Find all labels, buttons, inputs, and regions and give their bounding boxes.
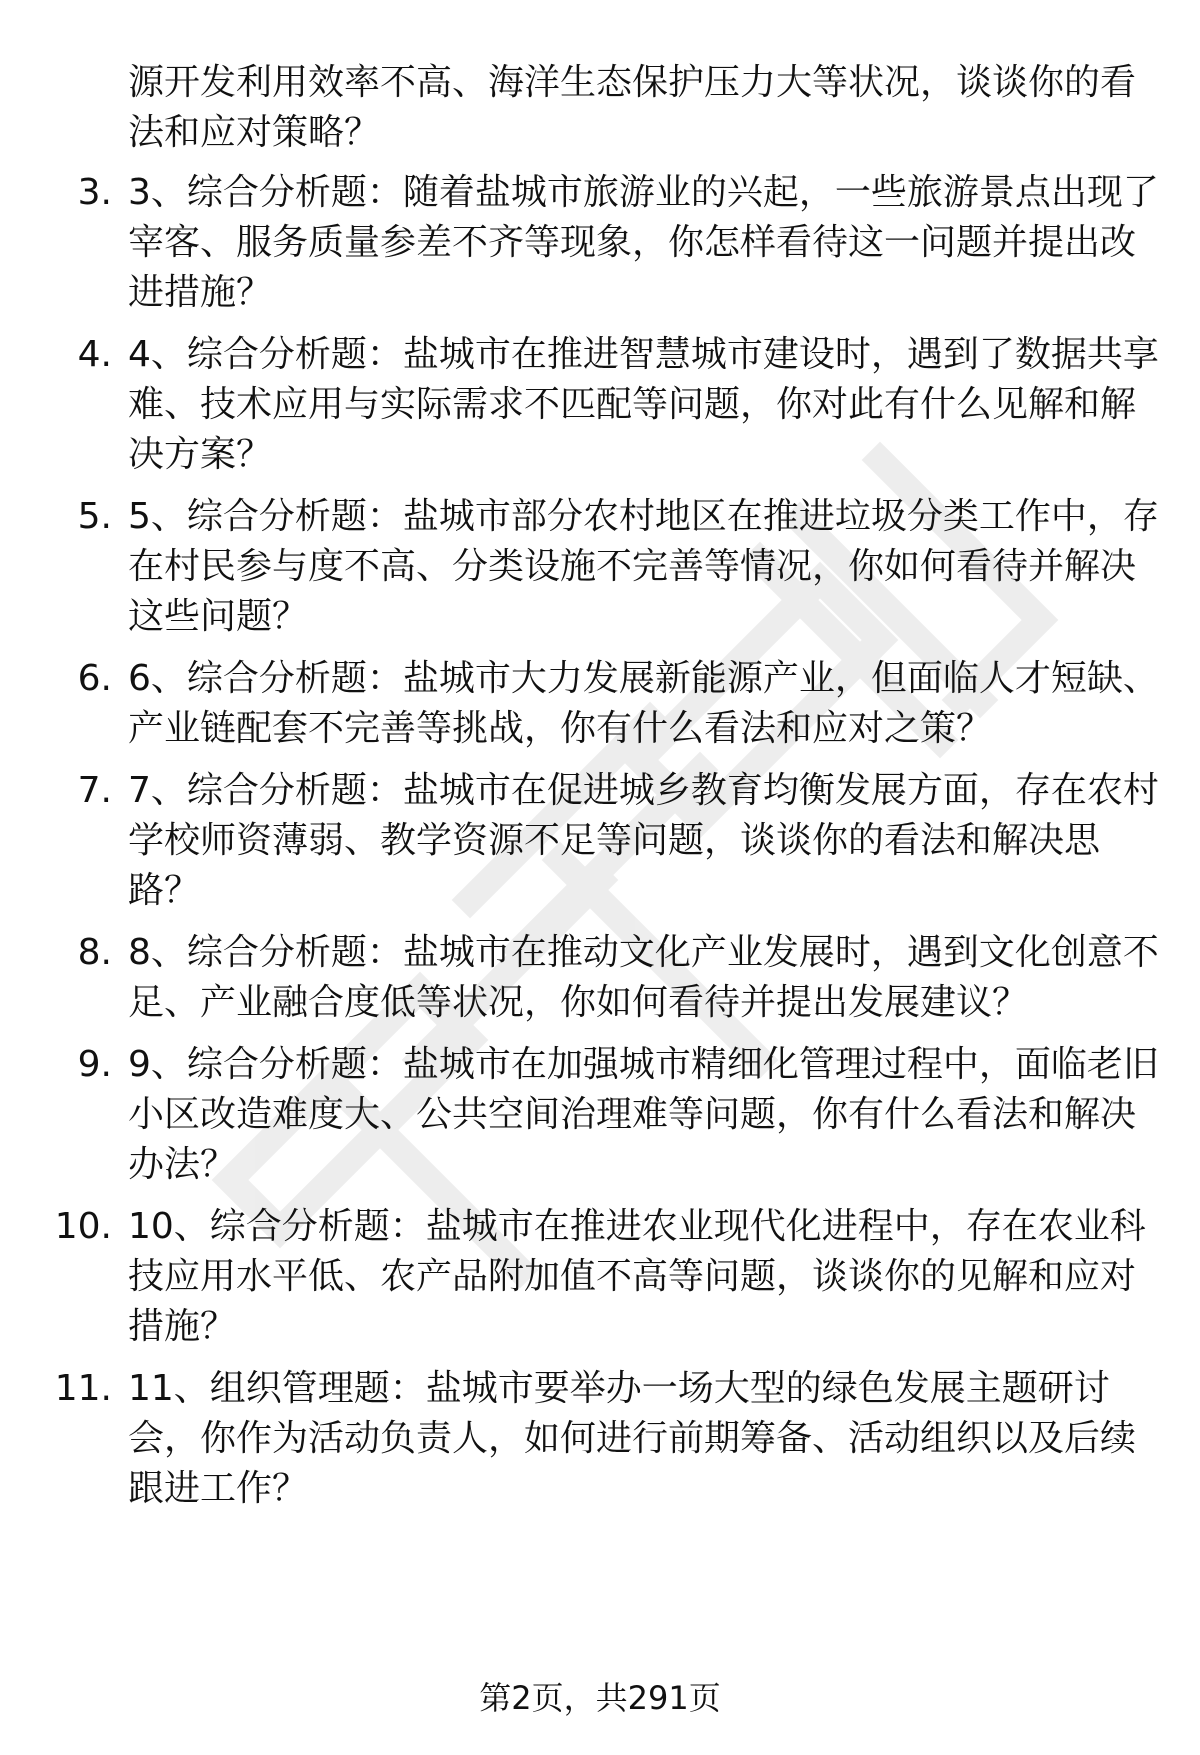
question-text: 3、综合分析题：随着盐城市旅游业的兴起，一些旅游景点出现了宰客、服务质量参差不齐等现象，你怎样看待这一问题并提出改进措施？ [128,172,1159,313]
item-number: 3. [77,172,112,213]
item-number: 9. [77,1044,112,1085]
question-text: 11、组织管理题：盐城市要举办一场大型的绿色发展主题研讨会，你作为活动负责人，如何进行前期筹备、活动组织以及后续跟进工作？ [128,1368,1137,1509]
question-text: 7、综合分析题：盐城市在促进城乡教育均衡发展方面，存在农村学校师资薄弱、教学资源不足等问题，谈谈你的看法和解决思路？ [128,770,1159,911]
item-number: 11. [54,1368,112,1409]
page-footer: 第2页，共291页 [479,1679,721,1717]
item-number: 10. [54,1206,112,1247]
question-text: 4、综合分析题：盐城市在推进智慧城市建设时，遇到了数据共享难、技术应用与实际需求不匹配等问题，你对此有什么见解和解决方案？ [128,334,1159,475]
item-number: 8. [77,932,112,973]
item-number: 5. [77,496,112,537]
question-text: 9、综合分析题：盐城市在加强城市精细化管理过程中，面临老旧小区改造难度大、公共空间治理难等问题，你有什么看法和解决办法？ [128,1044,1159,1185]
question-text: 6、综合分析题：盐城市大力发展新能源产业，但面临人才短缺、产业链配套不完善等挑战，你有什么看法和应对之策？ [128,658,1159,749]
question-text: 10、综合分析题：盐城市在推进农业现代化进程中，存在农业科技应用水平低、农产品附加值不高等问题，谈谈你的见解和应对措施？ [128,1206,1146,1347]
question-text: 5、综合分析题：盐城市部分农村地区在推进垃圾分类工作中，存在村民参与度不高、分类设施不完善等情况，你如何看待并解决这些问题？ [128,496,1159,637]
item-number: 7. [77,770,112,811]
item-number: 6. [77,658,112,699]
question-text: 8、综合分析题：盐城市在推动文化产业发展时，遇到文化创意不足、产业融合度低等状况，你如何看待并提出发展建议？ [128,932,1159,1023]
continuation-paragraph: 源开发利用效率不高、海洋生态保护压力大等状况，谈谈你的看法和应对策略？ [128,62,1137,153]
item-number: 4. [77,334,112,375]
